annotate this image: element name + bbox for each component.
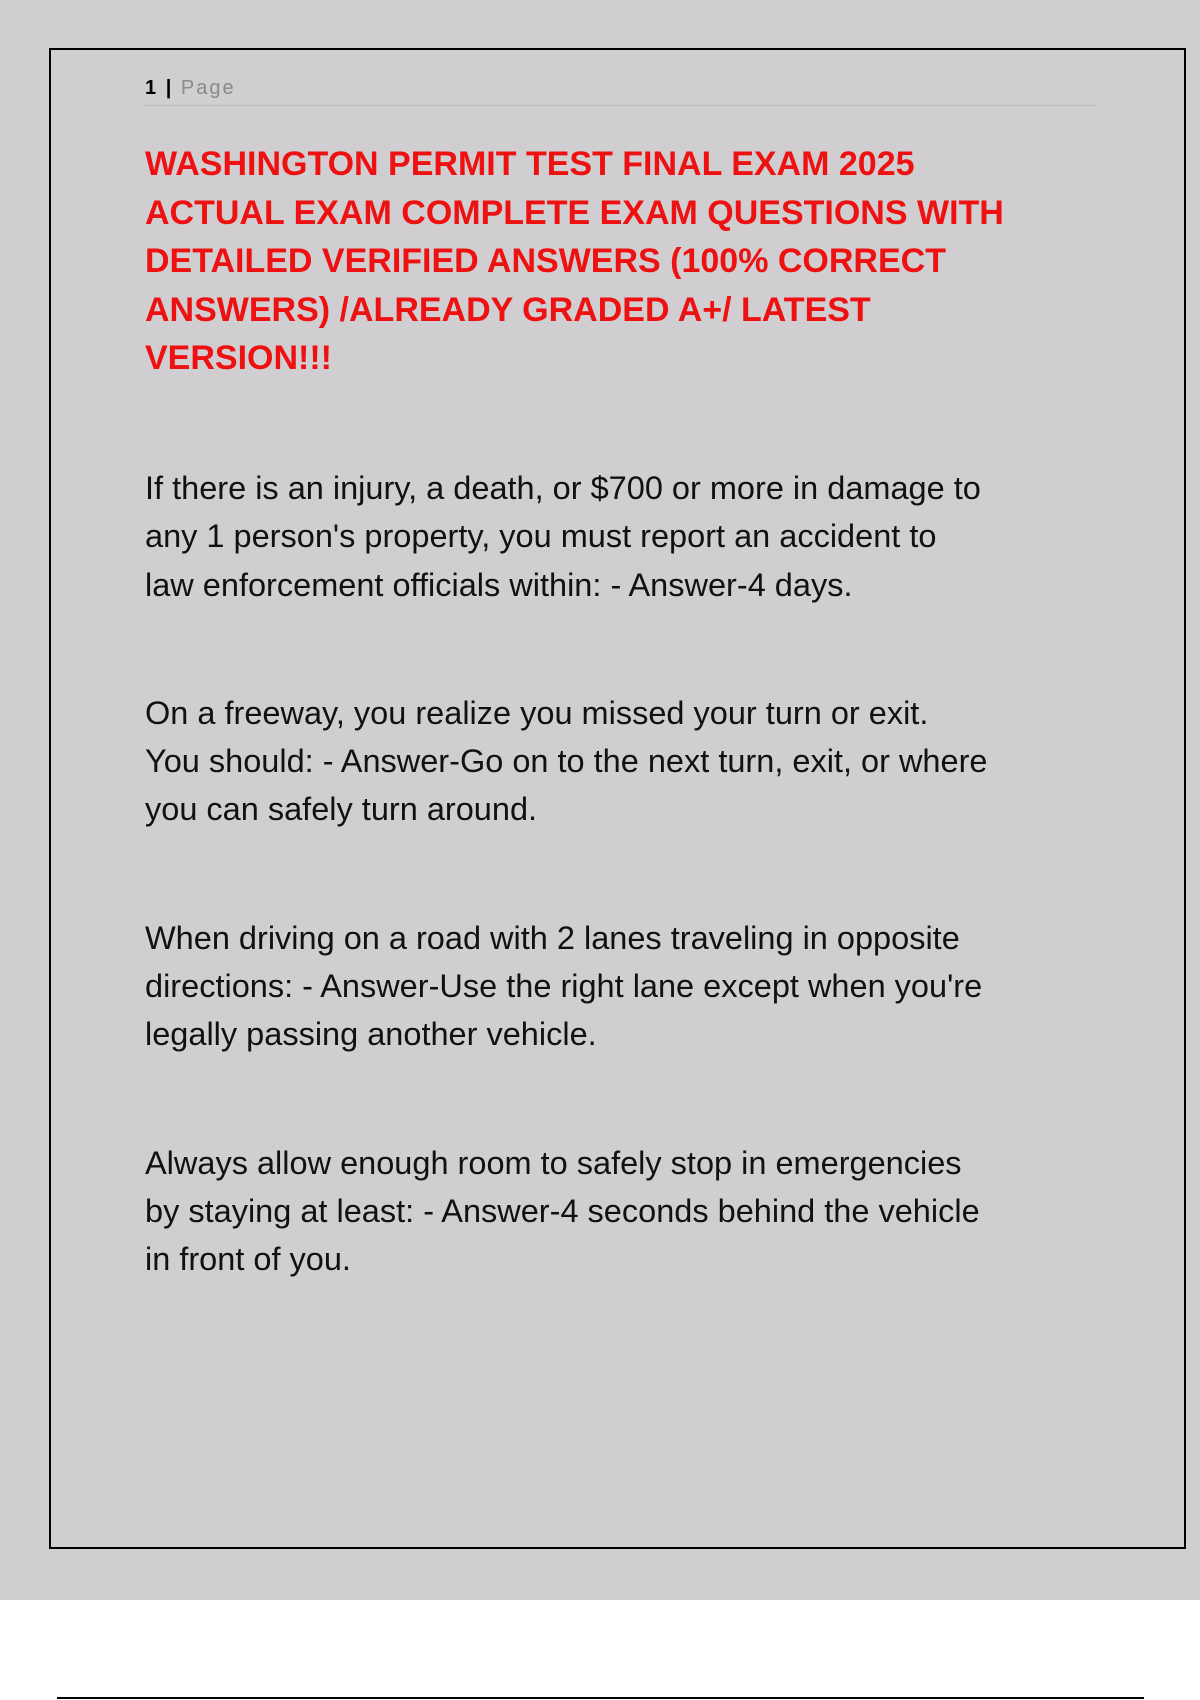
title-line: WASHINGTON PERMIT TEST FINAL EXAM 2025 (145, 145, 915, 183)
page-separator: | (165, 77, 174, 99)
page-header (145, 74, 1095, 106)
question-item: When driving on a road with 2 lanes traveling in opposite directions: - Answer-Use the right lane except when you're legally passing another vehicle. (145, 919, 983, 1053)
question-item: Always allow enough room to safely stop in emergencies by staying at least: - Answer-4 seconds behind the vehicle in front of you. (145, 1144, 980, 1278)
question-item: On a freeway, you realize you missed your turn or exit. You should: - Answer-Go on to the next turn, exit, or where you can safely turn around. (145, 694, 988, 828)
title-line: ACTUAL EXAM COMPLETE EXAM QUESTIONS WITH (145, 193, 1004, 232)
document-title (145, 140, 1105, 383)
page-number: 1 (145, 77, 159, 99)
title-line: VERSION!!! (145, 339, 332, 377)
title-line: ANSWERS) /ALREADY GRADED A+/ LATEST (145, 290, 871, 329)
question-list (145, 464, 1105, 1364)
title-line: DETAILED VERIFIED ANSWERS (100% CORRECT (145, 242, 946, 280)
page-label: Page (180, 77, 236, 99)
question-item: If there is an injury, a death, or $700 or more in damage to any 1 person's property, you must report an accident to law enforcement officials within: - Answer-4 days. (145, 470, 981, 603)
footer-divider (57, 1697, 1144, 1699)
